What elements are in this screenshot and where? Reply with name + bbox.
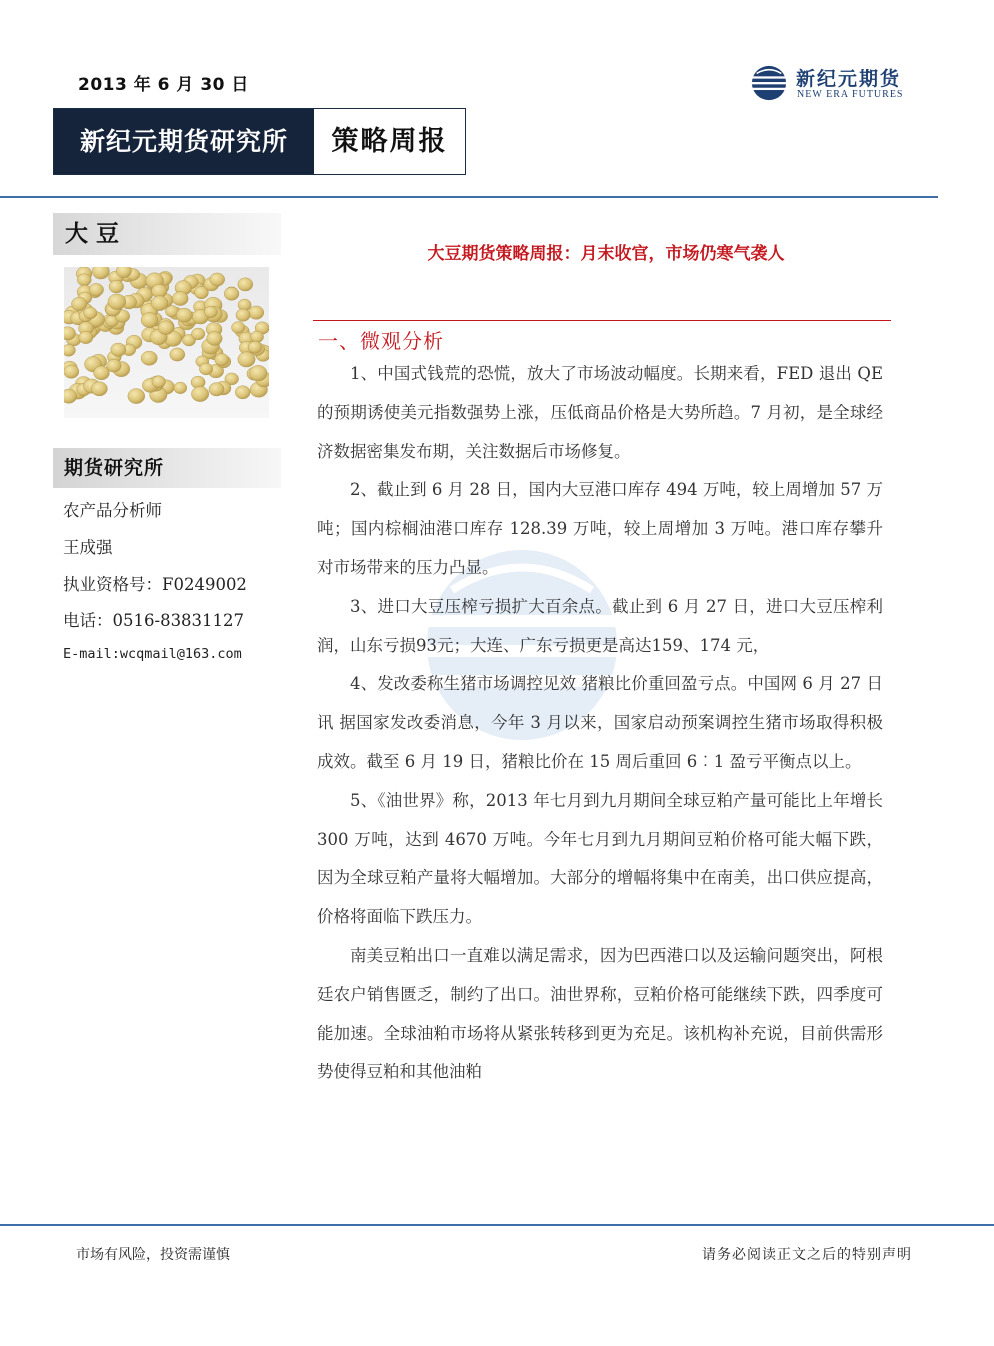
analyst-email: E-mail:wcqmail@163.com <box>63 646 242 662</box>
footer-divider <box>0 1224 994 1226</box>
institute-section-label: 期货研究所 <box>64 457 165 479</box>
report-date: 2013 年 6 月 30 日 <box>78 75 249 95</box>
paragraph-1: 1、中国式钱荒的恐慌，放大了市场波动幅度。长期来看，FED 退出 QE 的预期诱使美元指数强势上涨，压低商品价格是大势所趋。7 月初，是全球经济数据密集发布期，关注数据后市场修复。 <box>317 364 883 461</box>
logo-english-name: NEW ERA FUTURES <box>797 89 904 100</box>
paragraph-5: 5、《油世界》称，2013 年七月到九月期间全球豆粕产量可能比上年增长 300 万吨，达到 4670 万吨。今年七月到九月期间豆粕价格可能大幅下跌，因为全球豆粕产量将大幅增加。大部分的增幅将集中在南美，出口供应提高，价格将面临下跌压力。 <box>317 790 883 927</box>
soybeans-photo <box>64 267 269 418</box>
paragraph-6: 南美豆粕出口一直难以满足需求，因为巴西港口以及运输问题突出，阿根廷农户销售匮乏，制约了出口。油世界称，豆粕价格可能继续下跌，四季度可能加速。全球油粕市场将从紧张转移到更为充足。该机构补充说，目前供需形势使得豆粕和其他油粕 <box>317 945 883 1082</box>
header-divider <box>0 196 938 198</box>
analyst-name: 王成强 <box>63 538 113 557</box>
section-heading: 一、微观分析 <box>318 329 444 353</box>
paragraph-2: 2、截止到 6 月 28 日，国内大豆港口库存 494 万吨，较上周增加 57 万吨；国内棕榈油港口库存 128.39 万吨，较上周增加 3 万吨。港口库存攀升对市场带来的压力凸显。 <box>317 480 883 577</box>
analyst-title: 农产品分析师 <box>63 501 162 520</box>
paragraph-4: 4、发改委称生猪市场调控见效 猪粮比价重回盈亏点。中国网 6 月 27 日讯 据国家发改委消息，今年 3 月以来，国家启动预案调控生猪市场取得积极成效。截至 6 月 19 日，猪粮比价在 15 周后重回 6︰1 盈亏平衡点以上。 <box>317 674 883 771</box>
paragraph-3: 3、进口大豆压榨亏损扩大百余点。截止到 6 月 27 日，进口大豆压榨利润，山东亏损93元；大连、广东亏损更是高达159、174 元， <box>317 596 883 655</box>
institute-name: 新纪元期货研究所 <box>54 109 314 174</box>
logo-chinese-name: 新纪元期货 <box>796 68 902 90</box>
company-logo <box>750 62 940 104</box>
analyst-phone: 电话：0516-83831127 <box>63 611 245 630</box>
risk-disclaimer: 市场有风险，投资需谨慎 <box>76 1247 230 1263</box>
commodity-bar <box>53 213 281 255</box>
title-divider <box>313 320 891 321</box>
body-text <box>317 355 883 1092</box>
institute-section-bar <box>53 448 281 488</box>
commodity-label: 大豆 <box>65 220 127 247</box>
statement-notice: 请务必阅读正文之后的特别声明 <box>702 1247 912 1263</box>
report-title: 大豆期货策略周报：月末收官，市场仍寒气袭人 <box>427 244 785 264</box>
report-header-box <box>53 108 466 175</box>
report-type: 策略周报 <box>331 126 448 157</box>
analyst-license: 执业资格号：F0249002 <box>63 575 247 594</box>
globe-logo-icon <box>750 64 788 102</box>
